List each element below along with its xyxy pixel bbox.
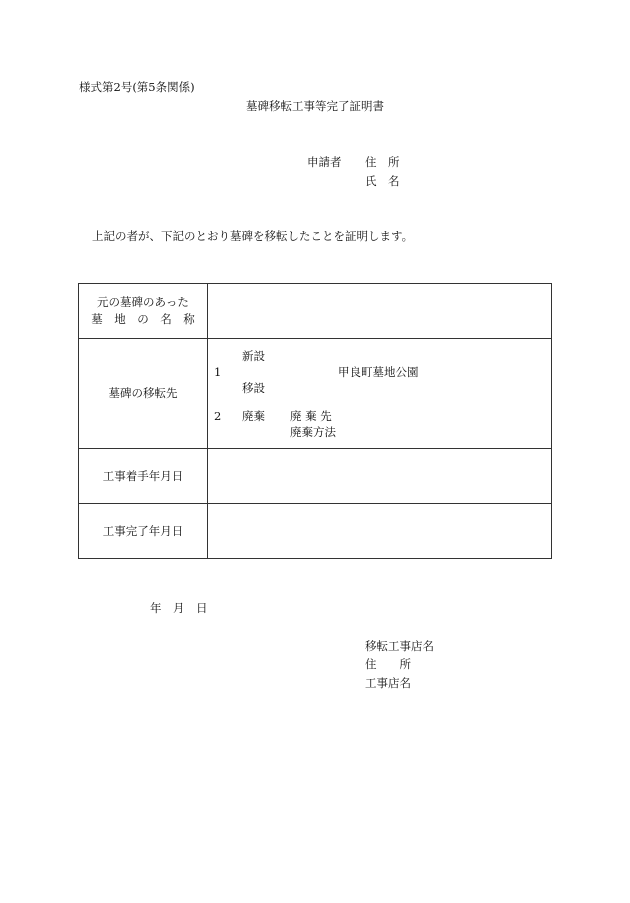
option1-place: 甲良町墓地公園: [338, 365, 419, 379]
work-start-date-label: 工事着手年月日: [79, 449, 208, 504]
option1-move-label: 移設: [242, 381, 265, 395]
option2-number: 2: [214, 409, 222, 423]
original-cemetery-value: [208, 284, 552, 339]
table-row: [79, 449, 552, 504]
option1-number: 1: [214, 365, 222, 379]
applicant-name-label: 氏 名: [365, 174, 400, 188]
page-title: 墓碑移転工事等完了証明書: [246, 99, 384, 113]
relocation-destination-label: 墓碑の移転先: [79, 339, 208, 449]
contractor-shop-label: 工事店名: [365, 676, 411, 690]
applicant-address-label: 住 所: [365, 155, 400, 169]
issue-date-line: 年 月 日: [150, 601, 208, 615]
contractor-name-label: 移転工事店名: [365, 639, 434, 653]
applicant-label: 申請者: [307, 155, 342, 169]
original-cemetery-label-cell: [79, 284, 208, 339]
original-cemetery-label-line2: 墓 地 の 名 称: [91, 312, 195, 326]
form-number: 様式第2号(第5条関係): [79, 80, 195, 94]
original-cemetery-label-line1: 元の墓碑のあった: [97, 295, 189, 310]
disposal-place-label: 廃 棄 先: [290, 409, 332, 423]
work-completion-date-label: 工事完了年月日: [79, 504, 208, 559]
option1-new-label: 新設: [242, 349, 265, 363]
relocation-destination-value: [208, 339, 552, 449]
contractor-address-label: 住 所: [365, 657, 411, 671]
disposal-method-label: 廃棄方法: [290, 425, 336, 439]
table-row: [79, 504, 552, 559]
work-completion-date-value: [208, 504, 552, 559]
work-start-date-value: [208, 449, 552, 504]
table-row: [79, 284, 552, 339]
certificate-table: [78, 283, 552, 559]
option2-disposal-label: 廃棄: [242, 409, 265, 423]
table-row: [79, 339, 552, 449]
certification-statement: 上記の者が、下記のとおり墓碑を移転したことを証明します。: [92, 229, 414, 243]
